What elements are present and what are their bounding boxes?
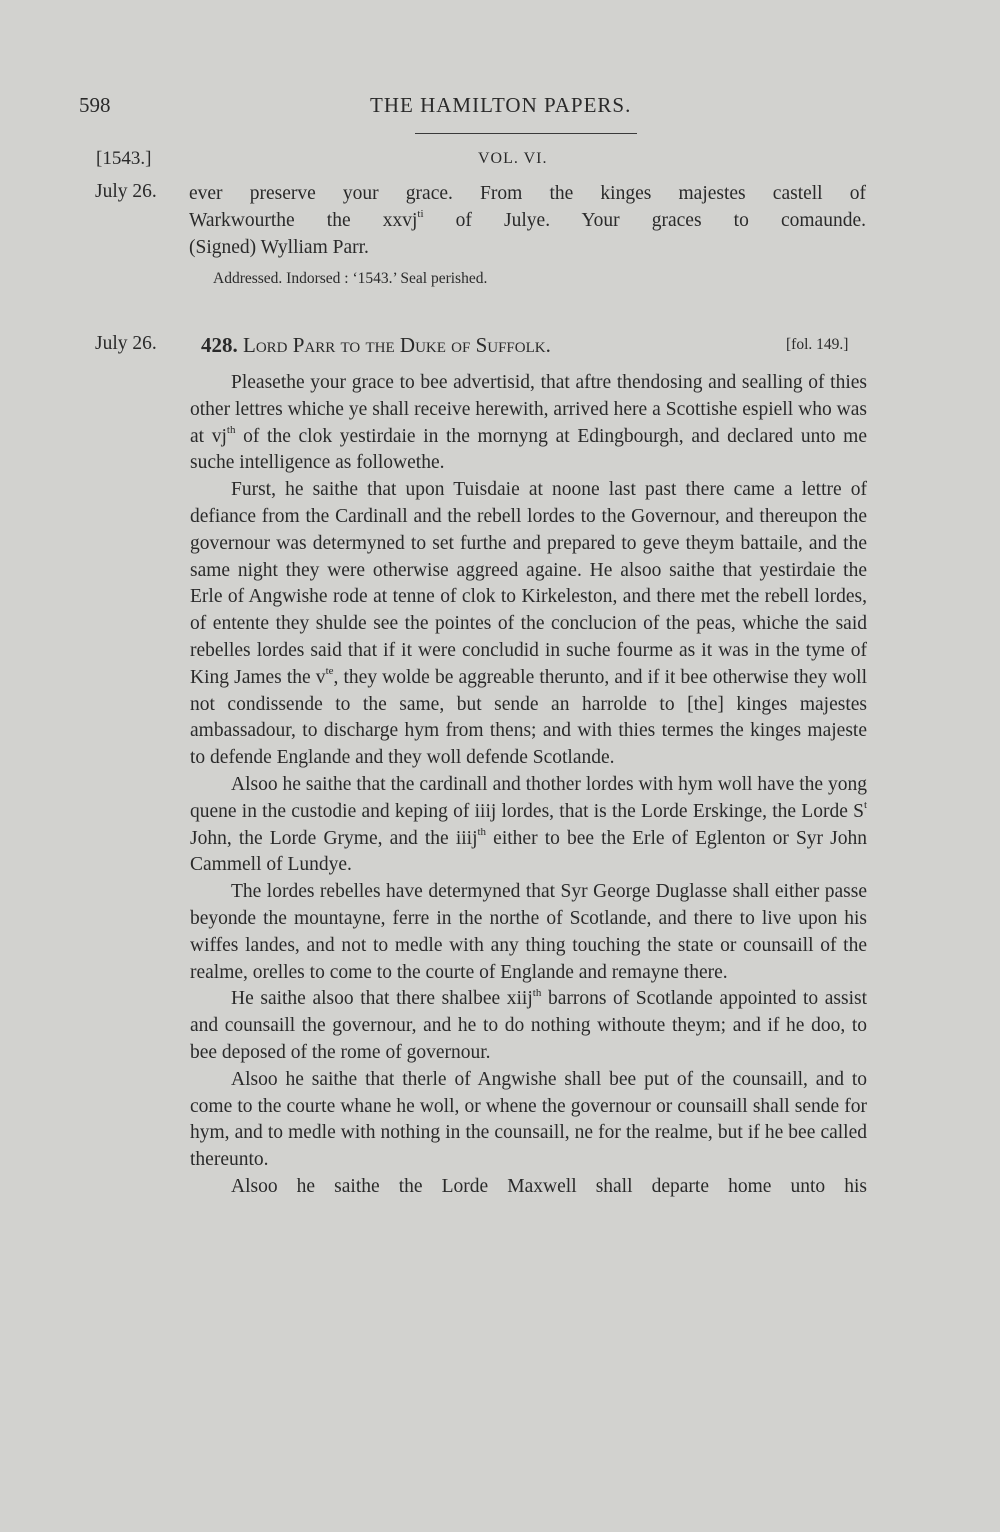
paragraph-6: Alsoo he saithe that therle of Angwishe shall bee put of the counsaill, and to come to the courte whane he woll, or whene the governour or counsaill shall sende for hym, and to medle with nothing in the counsaill, ne for the realme, but if he bee called thereunto. [190,1068,867,1171]
letter-continuation [189,181,866,261]
paragraph-5: He saithe alsoo that there shalbee xiij$^{th}$ barrons of Scotlande appointed to assist and counsaill the governour, and he to do nothing withoute theym; and if he doo, to bee deposed of the rome of governour. [190,986,867,1063]
paragraph-7: Alsoo he saithe the Lorde Maxwell shall departe home unto his [231,1175,867,1197]
folio-reference: [fol. 149.] [786,336,849,353]
page-header [0,93,1000,133]
running-title: THE HAMILTON PAPERS. [370,93,632,117]
letter-body [190,370,867,1201]
document-title [201,333,551,358]
continuation-line-2: Warkwourthe the xxvj$^{ti}$ of Julye. Your graces to comaunde. [189,208,866,231]
header-rule [415,133,637,134]
page-number: 598 [79,93,111,117]
paragraph-3: Alsoo he saithe that the cardinall and thother lordes with hym woll have the yong quene in the custodie and keping of iiij lordes, that is the Lorde Erskinge, the Lorde $S^t$ John, the Lorde Gryme, and the iiij$^{th}$ either to bee the Erle of Eglenton or Syr John Cammell of Lundye. [190,773,867,876]
paragraph-1: Pleasethe your grace to bee advertisid, that aftre thendosing and sealling of thies other lettres whiche ye shall receive herewith, arrived here a Scottishe espiell who was at $vj^{th}$ of the clok yestirdaie in the mornyng at Edingbourgh, and declared unto me suche intelligence as followethe. [190,372,867,474]
year-marker: [1543.] [96,148,152,169]
endorsement-note: Addressed. Indorsed : ‘1543.’ Seal perished. [213,270,488,287]
document-heading: Lord Parr to the Duke of Suffolk. [243,333,551,357]
volume-label: VOL. VI. [478,150,548,167]
paragraph-2: Furst, he saithe that upon Tuisdaie at noone last past there came a lettre of defiance from the Cardinall and the rebell lordes to the Governour, and thereupon the governour was determyned to set furthe and prepared to geve theym battaile, and the same night they were otherwise aggreed againe. He alsoo saithe that yestirdaie the Erle of Angwishe rode at tenne of clok to Kirkeleston, and there met the rebell lordes, of entente they shulde see the pointes of the conclucion of the peas, whiche the said rebelles lordes said that if it were concludid in suche fourme as it was in the tyme of King James the $v^{te}$, they wolde be aggreable therunto, and if it bee otherwise they woll not condissende to the same, but sende an harrolde to [the] kinges majestes ambassadour, to discharge hym from thens; and with thies termes the kinges majeste to defende Englande and they woll defende Scotlande. [190,479,867,769]
continuation-line-1: ever preserve your grace. From the kinges majestes castell of [189,183,866,204]
margin-date-document: July 26. [95,333,157,354]
margin-date-continuation: July 26. [95,181,157,202]
document-number: 428. [201,333,238,357]
paragraph-4: The lordes rebelles have determyned that Syr George Duglasse shall either passe beyonde the mountayne, ferre in the northe of Scotlande, and there to live upon his wiffes landes, and not to medle with any thing touching the state or counsaill of the realme, orelles to come to the courte of Englande and remayne there. [190,881,867,983]
signature-line: (Signed) Wylliam Parr. [189,236,369,258]
